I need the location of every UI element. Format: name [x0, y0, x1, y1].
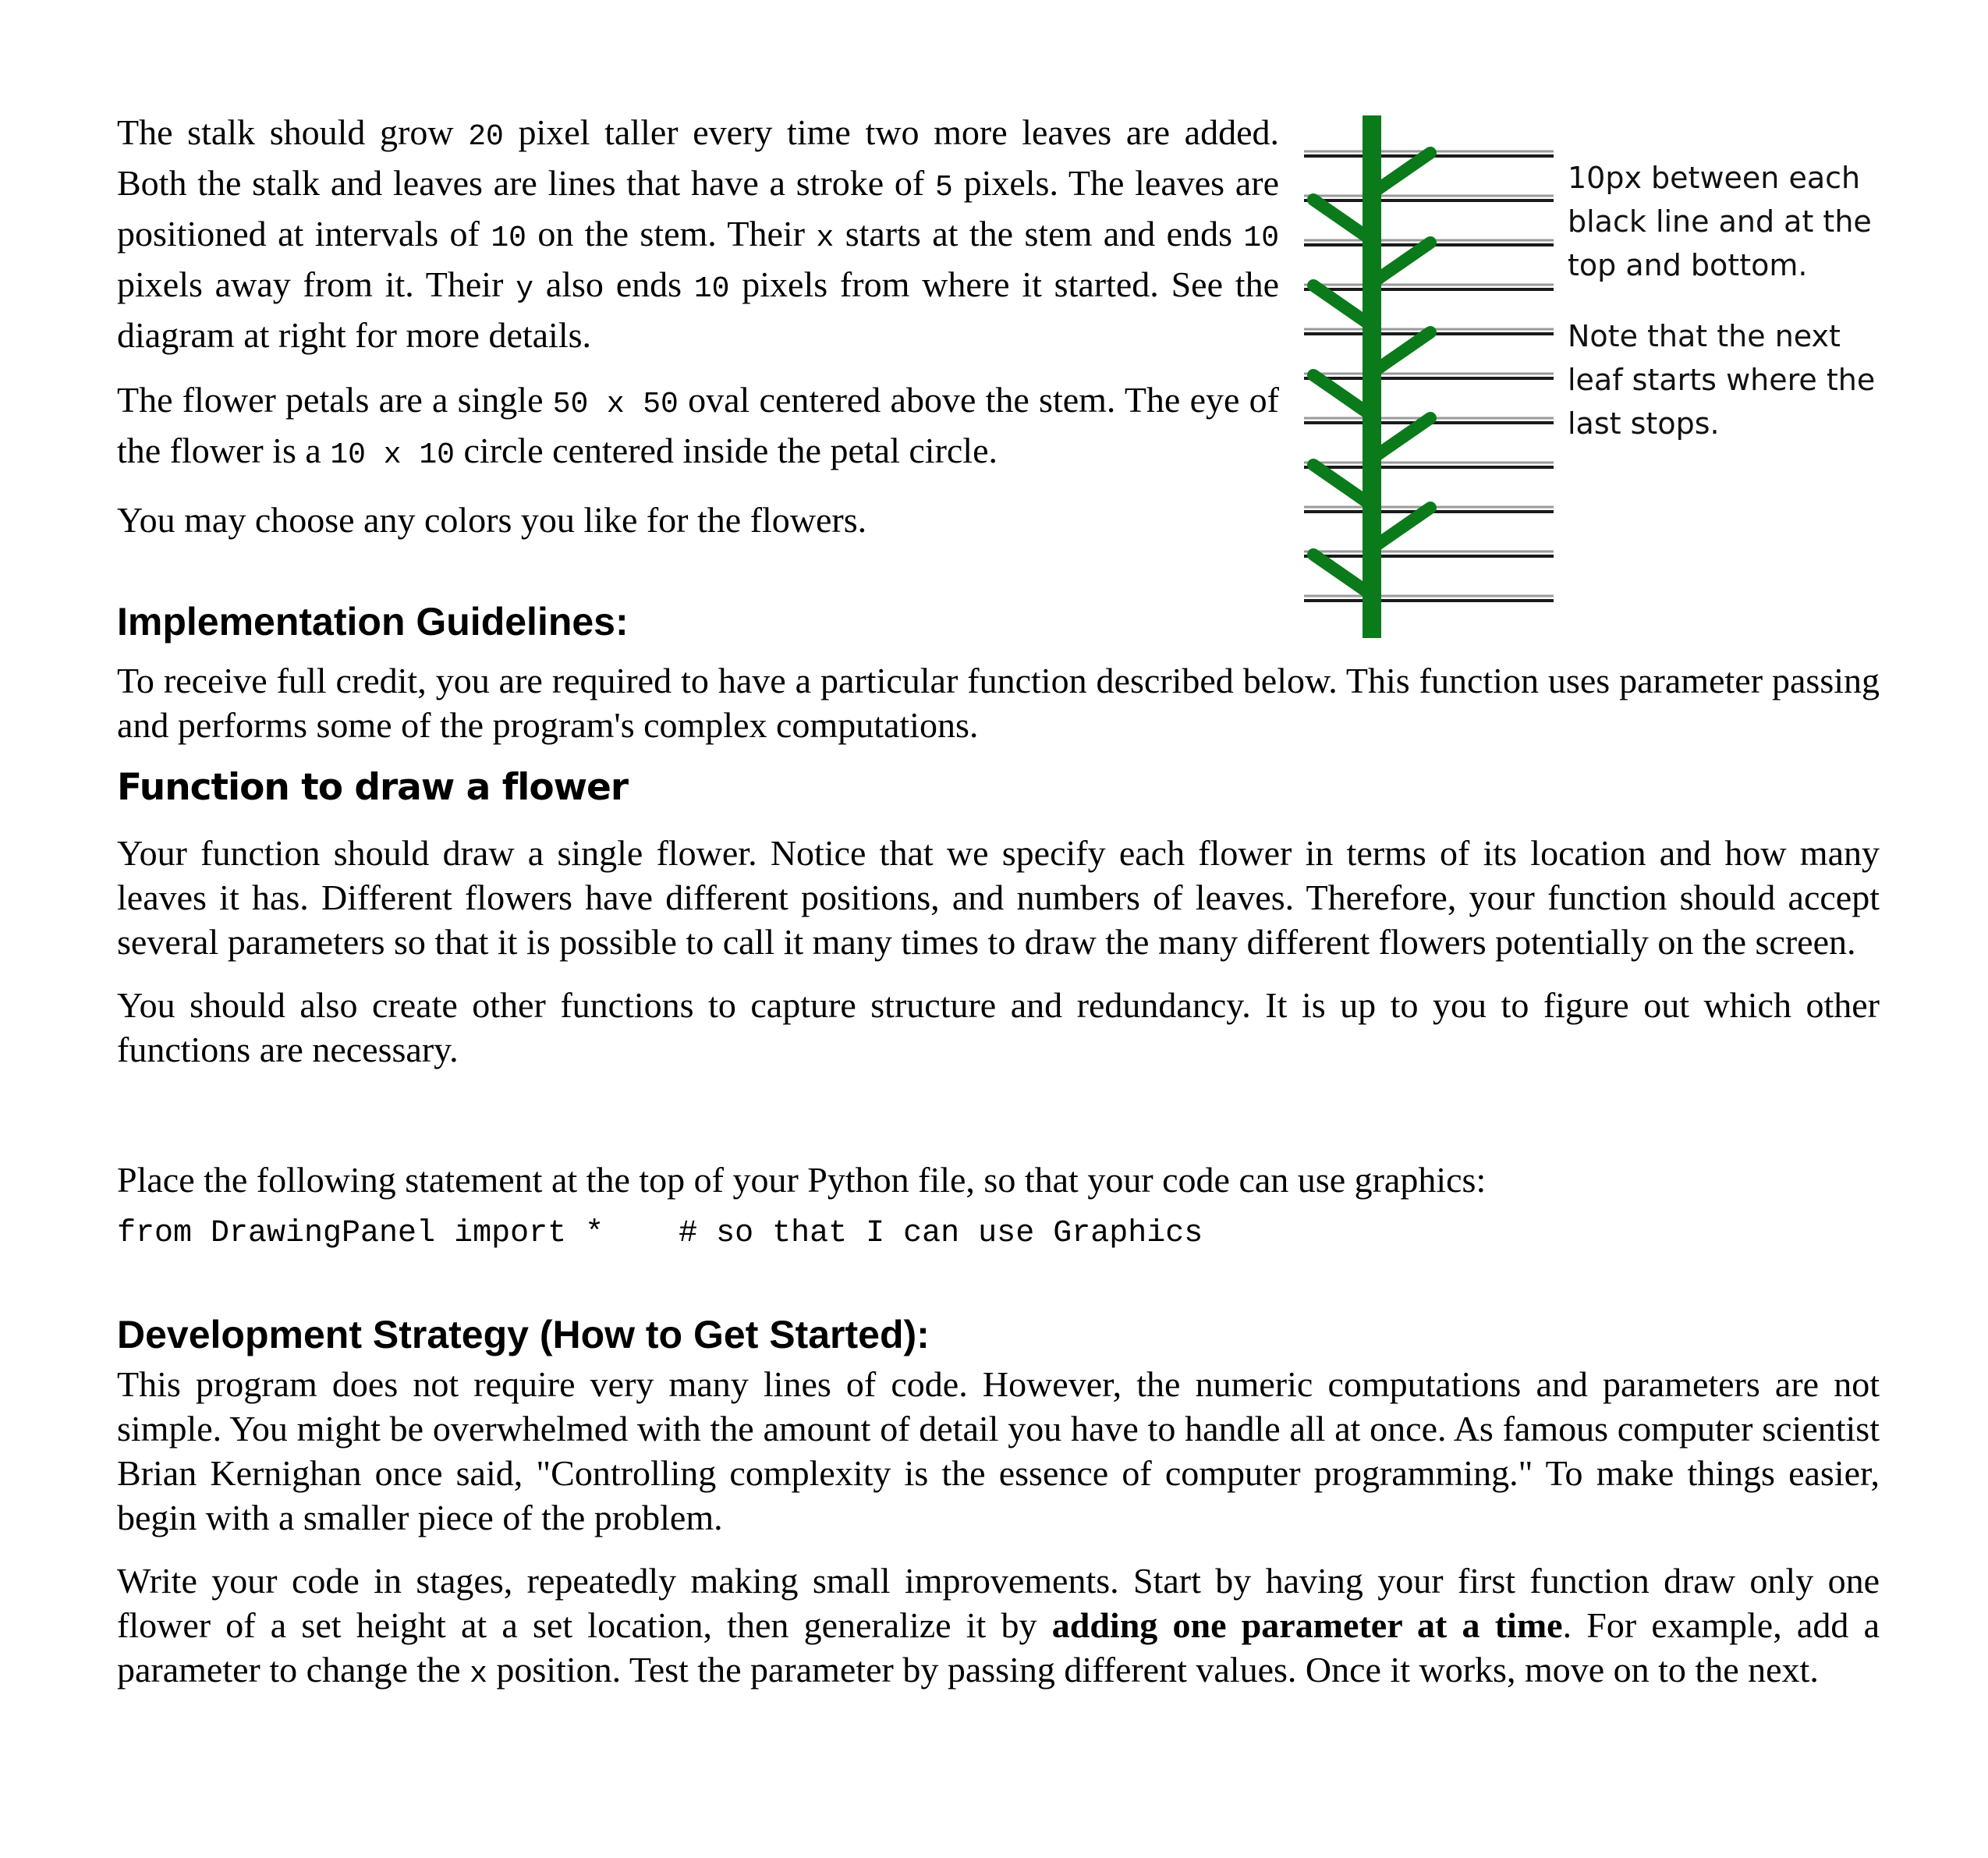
code-run: 50 x 50	[552, 388, 679, 421]
diagram-note-leaf: Note that the next leaf starts where the last stops.	[1568, 319, 1876, 441]
text-run: Write your code in stages, repeatedly making small improvements. Start by having your first function draw only one flower of a set height at a set location, then generalize it by	[117, 1561, 1880, 1645]
petals-paragraph	[117, 377, 1279, 478]
text-run: pixels from where it started. See the diagram at right for more details.	[117, 264, 1280, 355]
code-run: y	[516, 272, 534, 306]
import-code-line: from DrawingPanel import * # so that I can use Graphics	[117, 1216, 1203, 1251]
implementation-section	[117, 658, 1880, 747]
code-run: 5	[935, 171, 953, 204]
stalk-paragraph	[117, 109, 1279, 358]
text-run: pixels. The leaves are positioned at intervals of	[117, 163, 1279, 254]
import-section	[117, 1158, 1880, 1202]
code-run: x	[816, 222, 835, 255]
colors-paragraph: You may choose any colors you like for the flowers.	[117, 500, 867, 540]
development-section	[117, 1362, 1880, 1697]
text-run: also ends	[533, 264, 694, 304]
code-run: 10	[1243, 222, 1280, 255]
text-run: The stalk should grow	[117, 112, 469, 152]
code-run: 10	[491, 222, 526, 255]
text-run: circle centered inside the petal circle.	[455, 431, 998, 470]
development-paragraph-1: This program does not require very many lines of code. However, the numeric computations and parameters are not simple. You might be overwhelmed with the amount of detail you have to handle all at once. As famous computer scientist Brian Kernighan once said, "Controlling complexity is the essence of computer programming." To make things easier, begin with a smaller piece of the problem.	[117, 1364, 1880, 1537]
stem-diagram	[1304, 115, 1554, 638]
bold-run: adding one parameter at a time	[1051, 1605, 1563, 1645]
intro-section	[117, 109, 1279, 543]
function-paragraph-2: You should also create other functions to capture structure and redundancy. It is up to you to figure out which other functions are necessary.	[117, 985, 1880, 1069]
text-run: position. Test the parameter by passing different values. Once it works, move on to the next.	[487, 1650, 1819, 1690]
import-paragraph: Place the following statement at the top of your Python file, so that your code can use graphics:	[117, 1160, 1487, 1200]
implementation-heading: Implementation Guidelines:	[117, 600, 629, 644]
diagram-notes	[1568, 156, 1895, 473]
text-run: pixel taller every time two more leaves are added. Both the stalk and leaves are lines that have a stroke of	[117, 112, 1279, 203]
text-run: pixels away from it. Their	[117, 264, 516, 304]
function-heading: Function to draw a flower	[117, 766, 629, 809]
text-run: oval centered above the stem. The eye of the flower is a	[117, 380, 1279, 470]
text-run: starts at the stem and ends	[834, 214, 1244, 254]
code-run: 10	[693, 272, 730, 306]
code-run: 10 x 10	[330, 438, 455, 472]
implementation-paragraph: To receive full credit, you are required to have a particular function described below. This function uses parameter passing and performs some of the program's complex computations.	[117, 661, 1880, 745]
text-run: on the stem. Their	[526, 214, 817, 254]
code-run: x	[470, 1658, 487, 1691]
code-run: 20	[468, 120, 504, 154]
function-paragraph-1: Your function should draw a single flower. Notice that we specify each flower in terms of its location and how many leaves it has. Different flowers have different positions, and numbers of leaves. Therefore, your function should accept several parameters so that it is possible to call it many times to draw the many different flowers potentially on the screen.	[117, 833, 1880, 962]
development-heading: Development Strategy (How to Get Started):	[117, 1313, 930, 1356]
text-run: The flower petals are a single	[117, 380, 553, 420]
function-section	[117, 831, 1880, 1072]
development-paragraph-2	[117, 1558, 1880, 1697]
text-run: . For example, add a parameter to change the	[117, 1605, 1880, 1690]
diagram-note-spacing: 10px between each black line and at the top and bottom.	[1568, 161, 1872, 282]
